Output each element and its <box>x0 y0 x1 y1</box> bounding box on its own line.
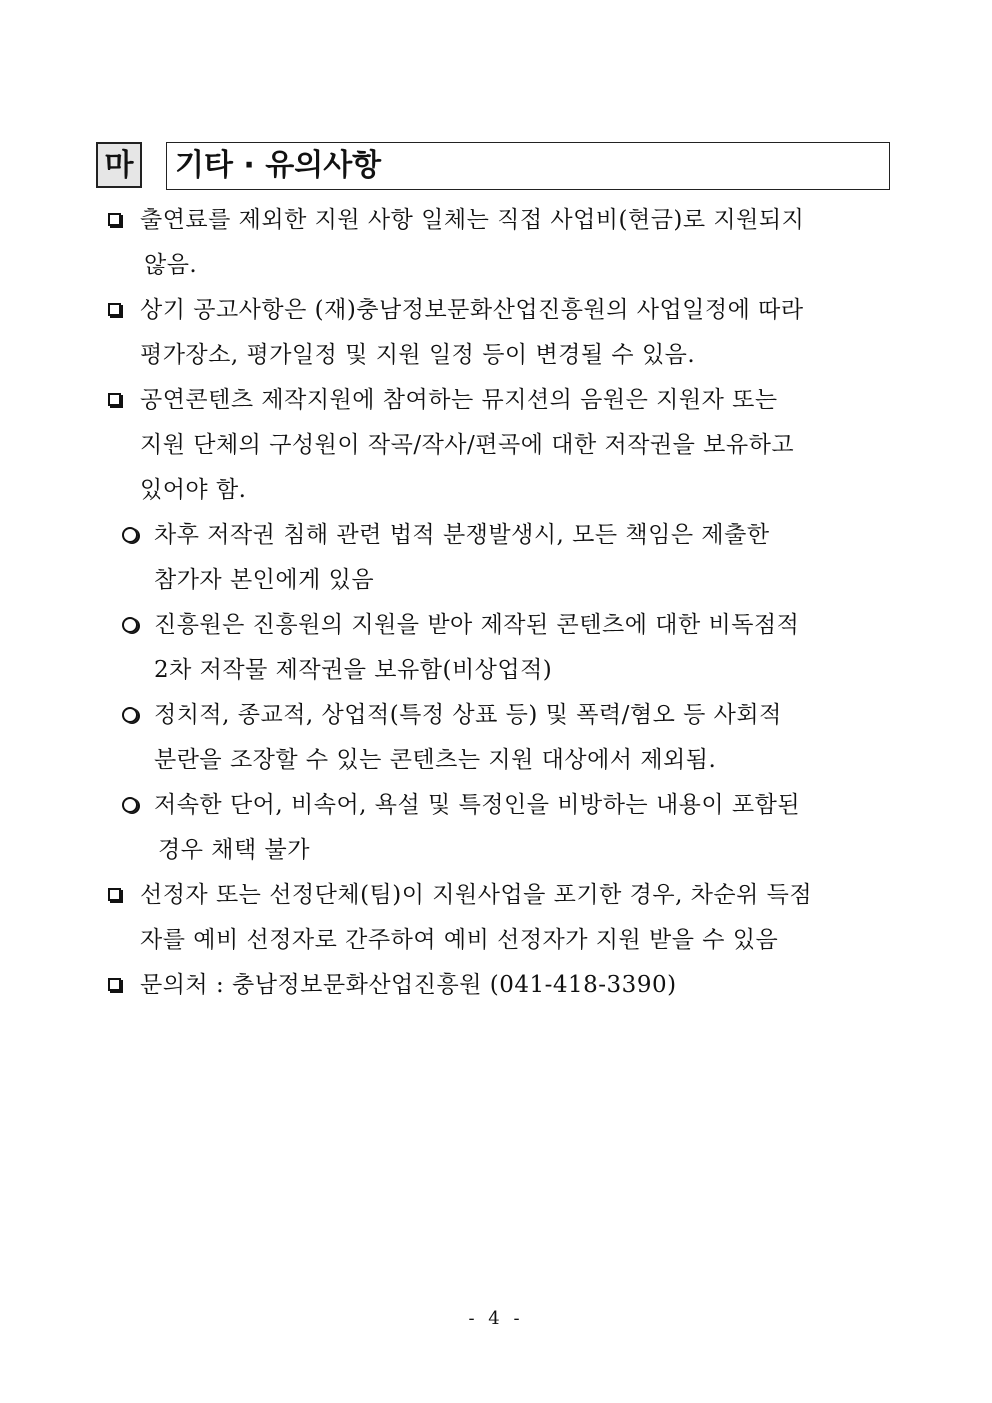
item-line: 저속한 단어, 비속어, 욕설 및 특정인을 비방하는 내용이 포함된 <box>154 792 801 818</box>
list-item <box>154 693 782 783</box>
item-line: 정치적, 종교적, 상업적(특정 상표 등) 및 폭력/혐오 등 사회적 <box>154 702 782 728</box>
section-title: 기타 · 유의사항 <box>166 142 890 190</box>
item-line: 차후 저작권 침해 관련 법적 분쟁발생시, 모든 책임은 제출한 <box>154 522 770 548</box>
item-line: 분란을 조장할 수 있는 콘텐츠는 지원 대상에서 제외됨. <box>154 747 717 773</box>
page-number: - 4 - <box>468 1308 524 1329</box>
item-line: 참가자 본인에게 있음 <box>154 567 375 593</box>
list-item <box>154 783 800 873</box>
circle-bullet-icon <box>122 527 138 543</box>
item-line: 선정자 또는 선정단체(팀)이 지원사업을 포기한 경우, 차순위 득점 <box>140 882 813 908</box>
item-line: 경우 채택 불가 <box>158 837 310 863</box>
list-item <box>140 963 677 1008</box>
item-line: 공연콘텐츠 제작지원에 참여하는 뮤지션의 음원은 지원자 또는 <box>140 387 778 413</box>
item-line: 진흥원은 진흥원의 지원을 받아 제작된 콘텐츠에 대한 비독점적 <box>154 612 800 638</box>
list-item <box>154 603 799 693</box>
circle-bullet-icon <box>122 797 138 813</box>
item-line: 지원 단체의 구성원이 작곡/작사/편곡에 대한 저작권을 보유하고 <box>140 432 795 458</box>
list-item <box>140 873 812 963</box>
item-line: 있어야 함. <box>140 477 247 503</box>
item-line: 평가장소, 평가일정 및 지원 일정 등이 변경될 수 있음. <box>140 342 696 368</box>
item-line: 상기 공고사항은 (재)충남정보문화산업진흥원의 사업일정에 따라 <box>140 297 804 323</box>
item-line: 출연료를 제외한 지원 사항 일체는 직접 사업비(현금)로 지원되지 <box>140 207 805 233</box>
square-bullet-icon <box>108 978 121 991</box>
section-header <box>96 142 890 190</box>
square-bullet-icon <box>108 213 121 226</box>
list-item <box>154 513 770 603</box>
square-bullet-icon <box>108 393 121 406</box>
item-line: 자를 예비 선정자로 간주하여 예비 선정자가 지원 받을 수 있음 <box>140 927 779 953</box>
item-line: 문의처 : 충남정보문화산업진흥원 (041-418-3390) <box>140 972 677 998</box>
list-item <box>140 288 804 378</box>
list-item <box>140 378 794 513</box>
item-line: 2차 저작물 제작권을 보유함(비상업적) <box>154 657 553 683</box>
square-bullet-icon <box>108 888 121 901</box>
list-item <box>140 198 804 288</box>
square-bullet-icon <box>108 303 121 316</box>
circle-bullet-icon <box>122 707 138 723</box>
item-line: 않음. <box>144 252 198 278</box>
section-badge: 마 <box>96 142 142 188</box>
circle-bullet-icon <box>122 617 138 633</box>
